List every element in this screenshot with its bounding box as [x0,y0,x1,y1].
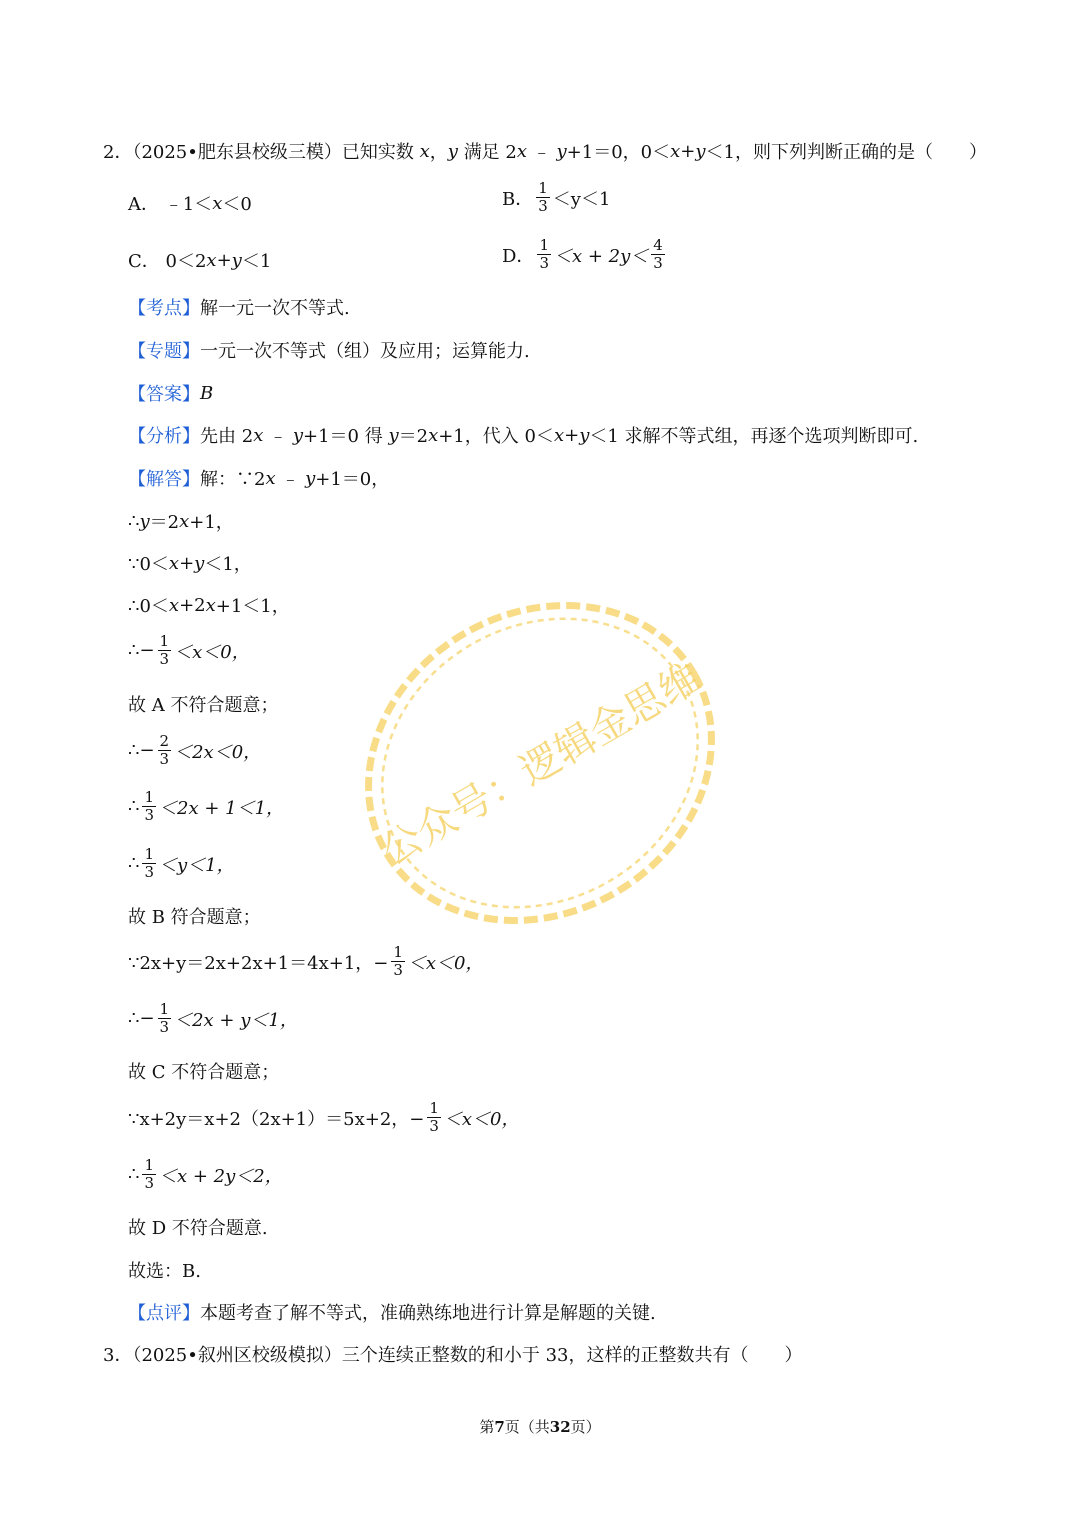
question-3-stem: 3．（2025•叙州区校级模拟）三个连续正整数的和小于 33，这样的正整数共有（ ） [103,1345,803,1366]
step-16: 故选：B. [128,1261,201,1282]
option-a: A． ﹣1＜ x ＜0 [128,192,252,215]
question-2-stem: 2．（2025•肥东县校级三模）已知实数 x ， y 满足 2 x ﹣ y +1＝0，0＜ x + y ＜1，则下列判断正确的是（ ） [103,140,987,163]
fraction: $\frac{1}{3}$ [159,632,170,668]
fraction: $\frac{1}{3}$ [159,1000,170,1036]
fraction: $\frac{1}{3}$ [429,1099,439,1135]
step-11: ∴− $\frac{1}{3}$ ＜2x + y＜1， [128,1000,298,1036]
watermark-text: 公众号：逻辑金思维 [373,654,709,875]
fraction: $\frac{1}{3}$ [393,943,403,979]
option-c: C． 0＜2 x + y ＜1 [128,249,272,272]
step-9: 故 B 符合题意； [128,907,261,928]
analysis-section: 【分析】 先由 2 x ﹣ y +1＝0 得 y ＝2 x +1，代入 0＜ x + y ＜1 求解不等式组，再逐个选项判断即可. [128,424,919,447]
fraction: $\frac{1}{3}$ [144,788,154,824]
step-12: 故 C 不符合题意； [128,1062,280,1083]
zhuanti-section: 【专题】 一元一次不等式（组）及应用；运算能力. [128,341,530,362]
step-7: ∴ $\frac{1}{3}$ ＜2x + 1＜1， [128,788,285,824]
fraction: $\frac{1}{3}$ [144,845,154,881]
kaodian-section: 【考点】 解一元一次不等式. [128,298,350,319]
solution-section: 【解答】 解：∵2 x ﹣ y +1＝0， [128,467,390,490]
step-4: ∴− $\frac{1}{3}$ ＜x＜0， [128,632,250,668]
step-15: 故 D 不符合题意. [128,1218,268,1239]
step-13: ∵x+2y＝x+2（2x+1）＝5x+2，− $\frac{1}{3}$ ＜x＜0， [128,1099,520,1135]
step-5: 故 A 不符合题意； [128,695,279,716]
fraction: $\frac{1}{3}$ [538,179,548,215]
step-10: ∵2x+y＝2x+2x+1＝4x+1，− $\frac{1}{3}$ ＜x＜0， [128,943,484,979]
step-2: ∵0＜ x + y ＜1， [128,552,252,575]
fraction: $\frac{4}{3}$ [653,236,663,272]
option-d: D． $\frac{1}{3}$ ＜x + 2y＜ $\frac{4}{3}$ [502,236,663,272]
step-1: ∴ y ＝2 x +1， [128,510,234,533]
comment-section: 【点评】 本题考查了解不等式，准确熟练地进行计算是解题的关键. [128,1303,656,1324]
watermark-stamp [350,598,730,928]
step-14: ∴ $\frac{1}{3}$ ＜x + 2y＜2， [128,1156,283,1192]
step-6: ∴− $\frac{2}{3}$ ＜2x＜0， [128,732,262,768]
answer-section: 【答案】 B [128,382,214,405]
fraction: $\frac{1}{3}$ [144,1156,154,1192]
page-footer: 第7页（共32页） [479,1418,601,1436]
step-8: ∴ $\frac{1}{3}$ ＜y＜1， [128,845,235,881]
stamp-outer-ring [350,598,730,928]
fraction: $\frac{2}{3}$ [159,732,170,768]
step-3: ∴0＜ x +2 x +1＜1， [128,594,290,617]
stamp-inner-ring [350,598,730,928]
option-b: B． $\frac{1}{3}$ ＜y＜1 [502,179,611,215]
fraction: $\frac{1}{3}$ [539,236,549,272]
